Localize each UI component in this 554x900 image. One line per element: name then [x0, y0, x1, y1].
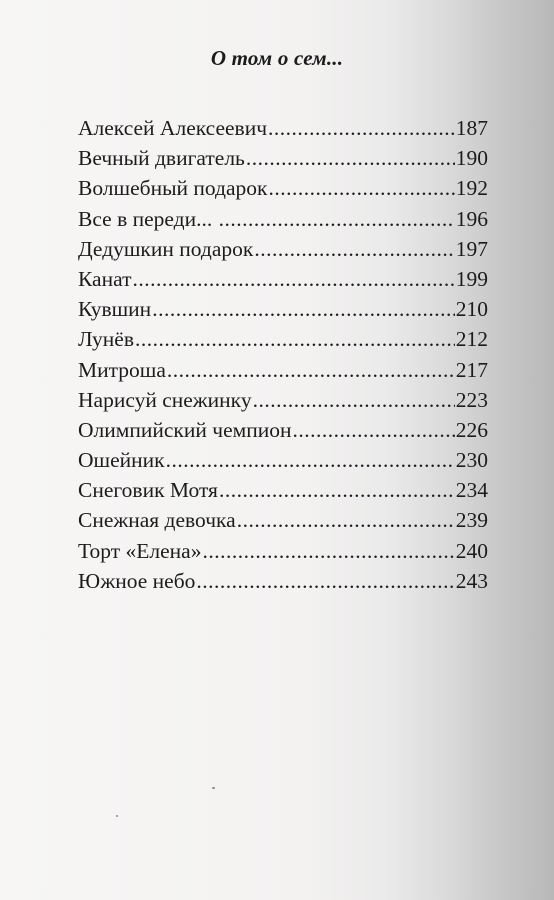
dot-leader: [268, 173, 454, 203]
toc-entry-title: Канат: [78, 266, 132, 291]
toc-entry: [78, 294, 488, 324]
toc-entry-page: 217: [455, 357, 488, 382]
toc-entry: [78, 566, 488, 596]
toc-entry-page: 243: [455, 568, 488, 593]
dot-leader: [246, 143, 455, 173]
dot-leader: [135, 324, 455, 354]
dot-leader: [152, 294, 455, 324]
table-of-contents: [78, 113, 488, 596]
toc-entry: [78, 204, 488, 234]
toc-entry-title: Нарисуй снежинку: [78, 387, 252, 412]
toc-entry: [78, 355, 488, 385]
toc-entry-page: 190: [455, 146, 488, 171]
toc-entry: [78, 385, 488, 415]
dot-leader: [219, 475, 455, 505]
toc-entry: [78, 113, 488, 143]
toc-entry: [78, 143, 488, 173]
toc-entry: [78, 264, 488, 294]
toc-entry-title: Волшебный подарок: [78, 176, 268, 201]
dot-leader: [253, 385, 455, 415]
dot-leader: [167, 355, 455, 385]
toc-entry-page: 196: [455, 206, 488, 231]
toc-entry-page: 223: [455, 387, 488, 412]
toc-entry-page: 210: [455, 297, 488, 322]
toc-entry-page: 234: [455, 478, 488, 503]
toc-entry-title: Южное небо: [78, 568, 196, 593]
dot-leader: [133, 264, 455, 294]
toc-entry: [78, 234, 488, 264]
toc-entry-title: Ошейник: [78, 448, 165, 473]
toc-entry-title: Митроша: [78, 357, 166, 382]
toc-entry-page: 187: [455, 116, 488, 140]
toc-entry: [78, 505, 488, 535]
toc-entry-title: Все в переди...: [78, 206, 218, 231]
toc-entry: [78, 324, 488, 354]
toc-entry-page: 212: [455, 327, 488, 352]
dot-leader: [268, 113, 455, 143]
toc-entry-title: Дедушкин подарок: [78, 236, 254, 261]
paper-speck: [116, 815, 118, 817]
dot-leader: [237, 505, 455, 535]
toc-entry: [78, 445, 488, 475]
toc-entry-page: 230: [455, 448, 488, 473]
toc-entry-page: 199: [455, 266, 488, 291]
toc-entry-title: Олимпийский чемпион: [78, 417, 292, 442]
dot-leader: [202, 536, 454, 566]
toc-entry-title: Торт «Елена»: [78, 538, 202, 563]
dot-leader: [166, 445, 455, 475]
toc-entry-page: 240: [455, 538, 488, 563]
toc-entry: [78, 415, 488, 445]
toc-entry-title: Снеговик Мотя: [78, 478, 218, 503]
dot-leader: [219, 204, 455, 234]
toc-entry: [78, 475, 488, 505]
toc-entry-page: 192: [455, 176, 488, 201]
toc-entry-page: 239: [455, 508, 488, 533]
paper-speck: [212, 787, 215, 789]
toc-entry: [78, 536, 488, 566]
toc-entry-title: Лунёв: [78, 327, 134, 352]
section-title: О том о сем...: [210, 46, 344, 70]
toc-entry-page: 197: [455, 236, 488, 261]
dot-leader: [196, 566, 454, 596]
toc-entry: [78, 173, 488, 203]
toc-entry-title: Алексей Алексеевич: [78, 116, 268, 140]
toc-entry-title: Кувшин: [78, 297, 152, 322]
toc-entry-page: 226: [455, 417, 488, 442]
dot-leader: [254, 234, 454, 264]
dot-leader: [293, 415, 455, 445]
toc-entry-title: Снежная девочка: [78, 508, 236, 533]
toc-entry-title: Вечный двигатель: [78, 146, 245, 171]
